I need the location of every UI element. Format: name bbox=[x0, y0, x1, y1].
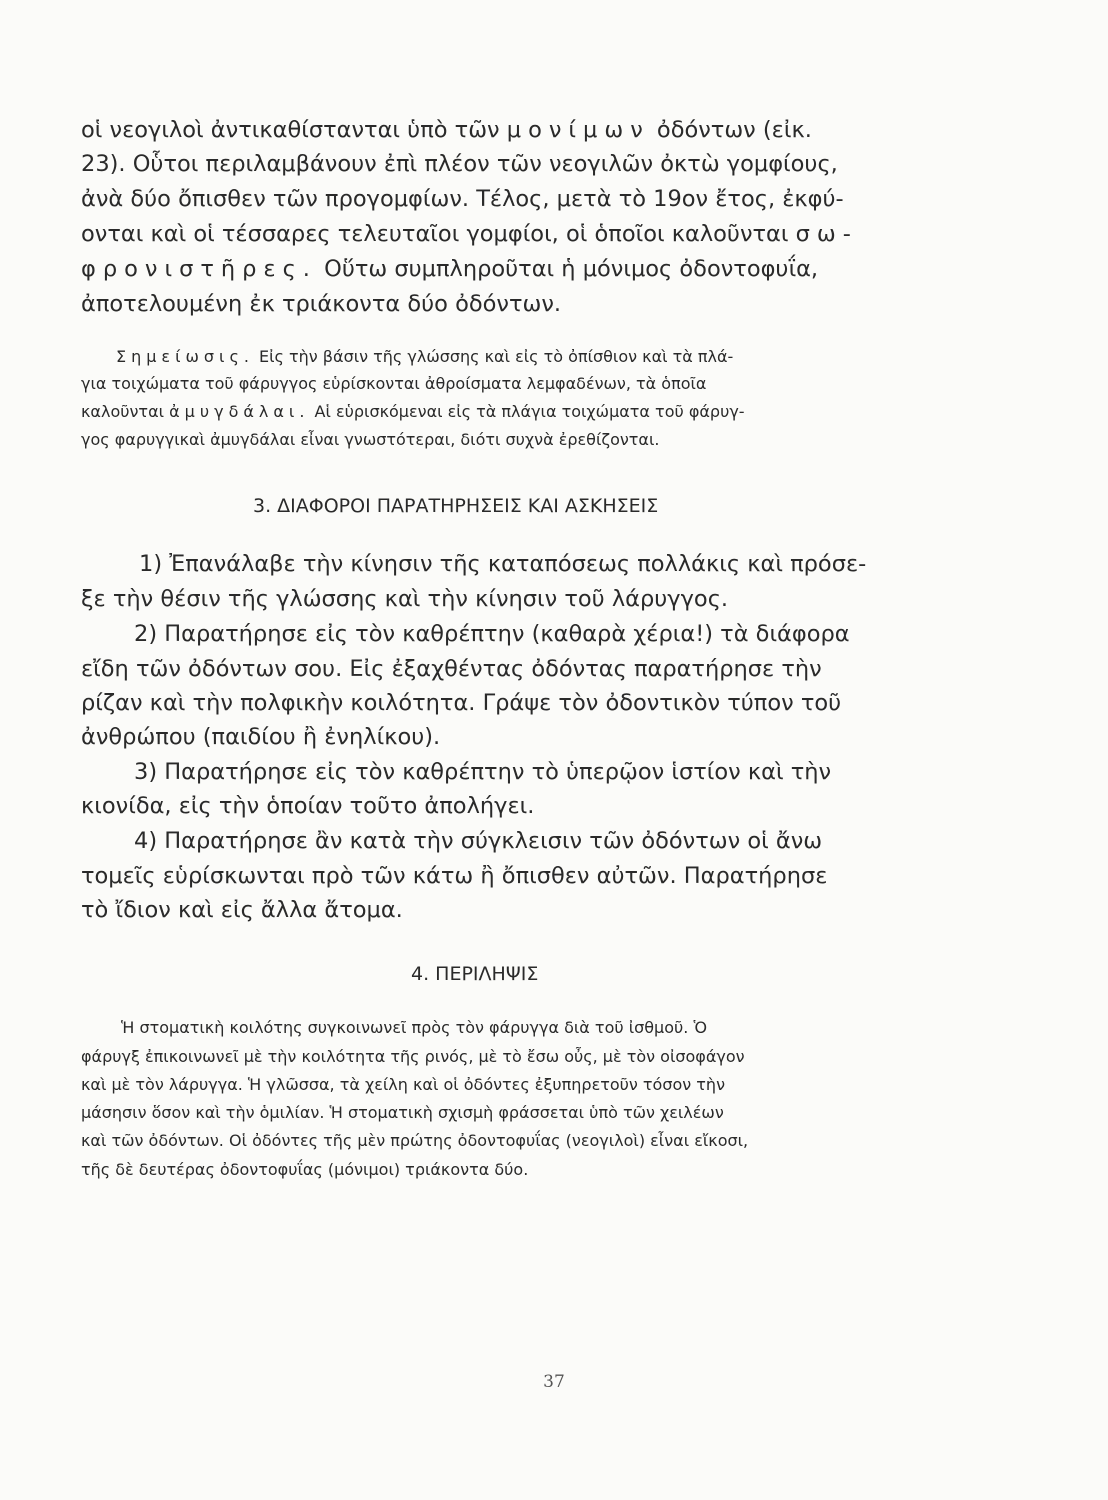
body-line: ἀνὰ δύο ὄπισθεν τῶν προγομφίων. Τέλος, μετὰ τὸ 19ον ἔτος, ἐκφύ- bbox=[81, 186, 844, 212]
exercise-line: εἴδη τῶν ὀδόντων σου. Εἰς ἐξαχθέντας ὀδόντας παρατήρησε τὴν bbox=[81, 656, 822, 682]
body-line: 23). Οὗτοι περιλαμβάνουν ἐπὶ πλέον τῶν νεογιλῶν ὀκτὼ γομφίους, bbox=[81, 151, 838, 177]
body-line bbox=[81, 221, 858, 247]
body-line bbox=[81, 256, 818, 282]
exercise-line: 4) Παρατήρησε ἂν κατὰ τὴν σύγκλεισιν τῶν ὀδόντων οἱ ἄνω bbox=[134, 828, 823, 854]
section-heading: 3. ΔΙΑΦΟΡΟΙ ΠΑΡΑΤΗΡΗΣΕΙΣ ΚΑΙ ΑΣΚΗΣΕΙΣ bbox=[253, 495, 659, 517]
summary-line: καὶ μὲ τὸν λάρυγγα. Ἡ γλῶσσα, τὰ χείλη καὶ οἱ ὀδόντες ἐξυπηρετοῦν τόσον τὴν bbox=[81, 1075, 725, 1094]
exercise-line: ἀνθρώπου (παιδίου ἢ ἐνηλίκου). bbox=[81, 724, 441, 750]
spaced-term: Σημείωσις. bbox=[116, 347, 254, 366]
exercise-line: 3) Παρατήρησε εἰς τὸν καθρέπτην τὸ ὑπερῷον ἱστίον καὶ τὴν bbox=[134, 759, 832, 785]
summary-line: καὶ τῶν ὀδόντων. Οἱ ὀδόντες τῆς μὲν πρώτης ὀδοντοφυΐας (νεογιλοὶ) εἶναι εἴκοσι, bbox=[81, 1131, 749, 1150]
text-span: Αἱ εὑρισκόμεναι εἰς τὰ πλάγια τοιχώματα τοῦ φάρυγ- bbox=[309, 402, 745, 421]
exercise-line: ξε τὴν θέσιν τῆς γλώσσης καὶ τὴν κίνησιν τοῦ λάρυγγος. bbox=[81, 586, 729, 612]
note-line: γος φαρυγγικαὶ ἀμυγδάλαι εἶναι γνωστότεραι, διότι συχνὰ ἐρεθίζονται. bbox=[81, 430, 660, 449]
exercise-line: τομεῖς εὑρίσκωνται πρὸ τῶν κάτω ἢ ὄπισθεν αὐτῶν. Παρατήρησε bbox=[81, 863, 828, 889]
exercise-line: τὸ ἴδιον καὶ εἰς ἄλλα ἄτομα. bbox=[81, 897, 403, 923]
spaced-term: μονίμων bbox=[506, 117, 650, 143]
body-line bbox=[81, 117, 812, 143]
note-line bbox=[81, 402, 745, 421]
exercise-line: 2) Παρατήρησε εἰς τὸν καθρέπτην (καθαρὰ χέρια!) τὰ διάφορα bbox=[134, 621, 850, 647]
summary-line: μάσησιν ὅσον καὶ τὴν ὁμιλίαν. Ἡ στοματικὴ σχισμὴ φράσσεται ὑπὸ τῶν χειλέων bbox=[81, 1103, 724, 1122]
text-span: καλοῦνται bbox=[81, 402, 165, 421]
summary-line: φάρυγξ ἐπικοινωνεῖ μὲ τὴν κοιλότητα τῆς ρινός, μὲ τὸ ἔσω οὖς, μὲ τὸν οἰσοφάγον bbox=[81, 1047, 745, 1066]
summary-line: τῆς δὲ δευτέρας ὀδοντοφυΐας (μόνιμοι) τριάκοντα δύο. bbox=[81, 1160, 529, 1179]
summary-line: Ἡ στοματικὴ κοιλότης συγκοινωνεῖ πρὸς τὸν φάρυγγα διὰ τοῦ ἰσθμοῦ. Ὁ bbox=[121, 1018, 708, 1037]
section-heading: 4. ΠΕΡΙΛΗΨΙΣ bbox=[411, 963, 539, 985]
spaced-term: σω- bbox=[795, 221, 858, 247]
body-line: ἀποτελουμένη ἐκ τριάκοντα δύο ὀδόντων. bbox=[81, 291, 562, 317]
exercise-line: κιονίδα, εἰς τὴν ὁποίαν τοῦτο ἀπολήγει. bbox=[81, 793, 535, 819]
spaced-term: φρονιστῆρες. bbox=[81, 256, 317, 282]
exercise-line: 1) Ἐπανάλαβε τὴν κίνησιν τῆς καταπόσεως πολλάκις καὶ πρόσε- bbox=[139, 551, 867, 577]
text-span: οἱ νεογιλοὶ ἀντικαθίστανται ὑπὸ τῶν bbox=[81, 117, 500, 143]
text-span: ὀδόντων (εἰκ. bbox=[649, 117, 812, 143]
exercise-line: ρίζαν καὶ τὴν πολφικὴν κοιλότητα. Γράψε τὸν ὀδοντικὸν τύπον τοῦ bbox=[81, 690, 842, 716]
page-number: 37 bbox=[543, 1372, 565, 1392]
text-span: ονται καὶ οἱ τέσσαρες τελευταῖοι γομφίοι, οἱ ὁποῖοι καλοῦνται bbox=[81, 221, 789, 247]
text-span: Εἰς τὴν βάσιν τῆς γλώσσης καὶ εἰς τὸ ὀπίσθιον καὶ τὰ πλά- bbox=[253, 347, 734, 366]
note-line bbox=[116, 347, 733, 366]
note-line: για τοιχώματα τοῦ φάρυγγος εὑρίσκονται ἀθροίσματα λεμφαδένων, τὰ ὁποῖα bbox=[81, 374, 707, 393]
text-span: Οὕτω συμπληροῦται ἡ μόνιμος ὀδοντοφυΐα, bbox=[316, 256, 819, 282]
spaced-term: ἀμυγδάλαι. bbox=[169, 402, 310, 421]
